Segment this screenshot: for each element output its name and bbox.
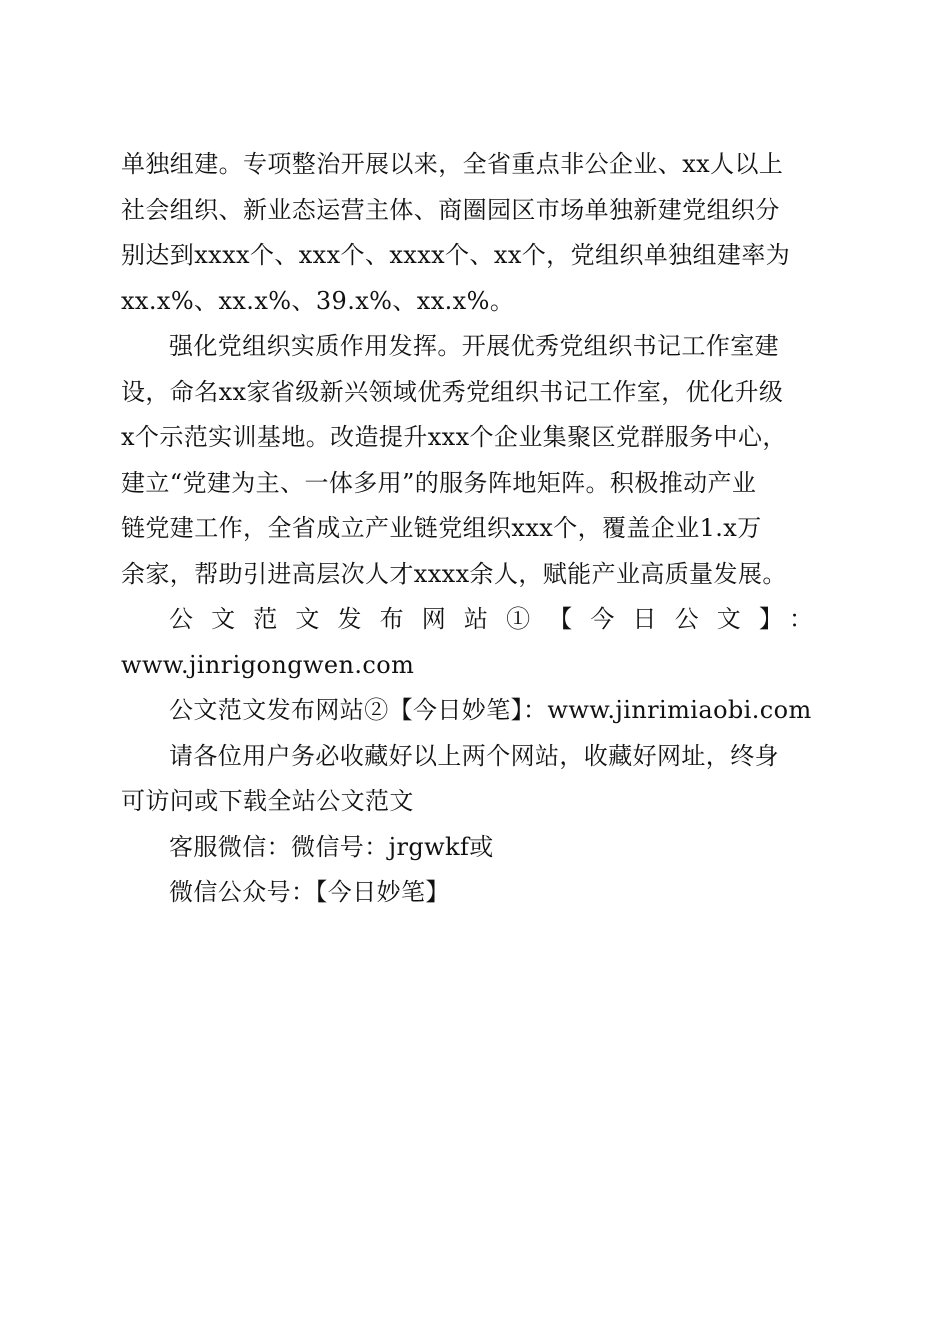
- text-line: 建立“党建为主、一体多用”的服务阵地矩阵。积极推动产业: [121, 468, 757, 497]
- text-line: 设，命名xx家省级新兴领域优秀党组织书记工作室，优化升级: [121, 377, 784, 406]
- text-line: 社会组织、新业态运营主体、商圈园区市场单独新建党组织分: [121, 195, 780, 224]
- paragraph-site-one: [121, 597, 827, 688]
- text-line: 请各位用户务必收藏好以上两个网站，收藏好网址，终身: [169, 741, 779, 770]
- site-one-label: 公文范文发布网站①【今日公文】：: [169, 605, 827, 633]
- text-line: 别达到xxxx个、xxx个、xxxx个、xx个，党组织单独组建率为: [121, 241, 791, 269]
- paragraph-site-two: [121, 688, 827, 734]
- service-wechat-line: 客服微信：微信号：jrgwkf或: [169, 832, 494, 861]
- paragraph-party-organization-building: [121, 142, 827, 324]
- text-line: 可访问或下载全站公文范文: [121, 787, 414, 815]
- public-account-line: 微信公众号：【今日妙笔】: [169, 878, 450, 906]
- site-two-line: 公文范文发布网站②【今日妙笔】：www.jinrimiaobi.com: [169, 696, 812, 724]
- document-body: [121, 142, 827, 916]
- text-line: x个示范实训基地。改造提升xxx个企业集聚区党群服务中心，: [121, 423, 787, 451]
- paragraph-notice: [121, 734, 827, 825]
- text-line: 单独组建。专项整治开展以来，全省重点非公企业、xx人以上: [121, 150, 784, 178]
- site-one-url[interactable]: www.jinrigongwen.com: [121, 650, 415, 679]
- text-line: 强化党组织实质作用发挥。开展优秀党组织书记工作室建: [169, 332, 779, 360]
- paragraph-public-account: [121, 870, 827, 916]
- text-line: 链党建工作，全省成立产业链党组织xxx个，覆盖企业1.x万: [121, 514, 762, 542]
- text-line: 余家，帮助引进高层次人才xxxx余人，赋能产业高质量发展。: [121, 559, 787, 588]
- text-line: xx.x%、xx.x%、39.x%、xx.x%。: [121, 286, 515, 315]
- paragraph-service-wechat: [121, 825, 827, 871]
- paragraph-strengthen-role: [121, 324, 827, 597]
